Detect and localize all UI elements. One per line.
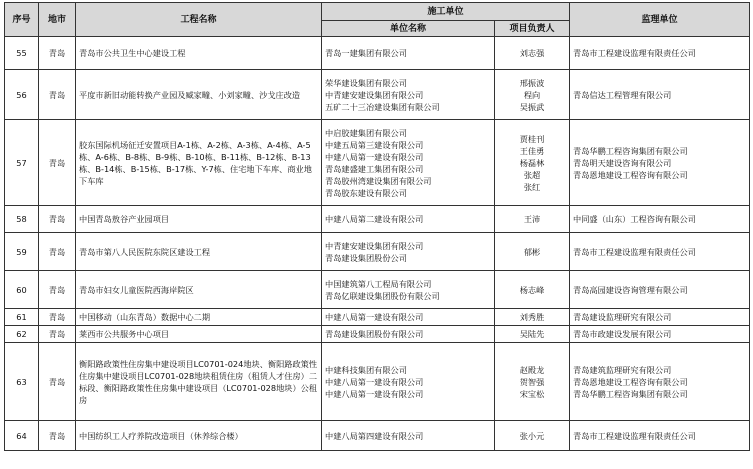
unit-cell xyxy=(322,343,495,421)
seq-cell: 58 xyxy=(5,206,39,233)
seq-cell: 64 xyxy=(5,421,39,451)
manager-cell xyxy=(495,271,570,309)
unit-cell xyxy=(322,421,495,451)
unit-cell-line: 青岛建设集团股份有限公司 xyxy=(325,329,424,339)
supervisor-cell xyxy=(570,421,750,451)
supervisor-cell-line: 青岛华鹏工程咨询集团有限公司 xyxy=(573,388,688,399)
supervisor-cell-line: 青岛建设监理研究有限公司 xyxy=(573,312,672,322)
project-cell: 青岛市公共卫生中心建设工程 xyxy=(76,37,322,70)
unit-cell-line: 中青建安建设集团有限公司 xyxy=(325,89,424,100)
unit-cell xyxy=(322,70,495,120)
manager-cell-line: 杨磊林 xyxy=(519,157,545,168)
city-cell: 青岛 xyxy=(39,271,76,309)
unit-cell-line: 中建八局第一建设有限公司 xyxy=(325,151,424,162)
manager-cell-line: 吴陆先 xyxy=(519,329,545,339)
project-cell: 中国移动（山东青岛）数据中心二期 xyxy=(76,309,322,326)
unit-cell xyxy=(322,309,495,326)
header-project: 工程名称 xyxy=(76,3,322,37)
project-cell: 青岛市第八人民医院东院区建设工程 xyxy=(76,233,322,271)
manager-cell-line: 张红 xyxy=(523,181,541,192)
unit-cell-line: 中国建筑第八工程局有限公司 xyxy=(325,278,432,289)
project-cell: 中国纺织工人疗养院改造项目（休养综合楼） xyxy=(76,421,322,451)
table-row xyxy=(5,343,750,421)
seq-cell: 61 xyxy=(5,309,39,326)
manager-cell-line: 程向 xyxy=(523,89,541,100)
manager-cell xyxy=(495,120,570,206)
seq-cell: 62 xyxy=(5,326,39,343)
table-row xyxy=(5,37,750,70)
unit-cell-line: 青岛一建集团有限公司 xyxy=(325,48,407,58)
unit-cell-line: 中启胶建集团有限公司 xyxy=(325,127,407,138)
supervisor-cell xyxy=(570,70,750,120)
city-cell: 青岛 xyxy=(39,120,76,206)
unit-cell-line: 青岛建盛建工集团有限公司 xyxy=(325,163,424,174)
supervisor-cell xyxy=(570,343,750,421)
project-table xyxy=(4,2,750,451)
supervisor-cell-line: 青岛恩地建设工程咨询有限公司 xyxy=(573,169,688,180)
unit-cell-line: 青岛亿联建设集团股份有限公司 xyxy=(325,290,440,301)
table-body xyxy=(5,37,750,451)
table-row xyxy=(5,120,750,206)
supervisor-cell xyxy=(570,326,750,343)
supervisor-cell-line: 中同盛（山东）工程咨询有限公司 xyxy=(573,214,696,224)
supervisor-cell-line: 青岛高园建设咨询管理有限公司 xyxy=(573,284,688,295)
project-cell: 青岛市妇女儿童医院西海岸院区 xyxy=(76,271,322,309)
supervisor-cell xyxy=(570,206,750,233)
manager-cell-line: 杨志峰 xyxy=(519,284,545,295)
unit-cell-line: 中建科技集团有限公司 xyxy=(325,364,407,375)
manager-cell xyxy=(495,70,570,120)
city-cell: 青岛 xyxy=(39,309,76,326)
manager-cell-line: 刘志强 xyxy=(519,48,545,58)
unit-cell-line: 青岛建设集团股份公司 xyxy=(325,252,407,263)
manager-cell-line: 张小元 xyxy=(519,430,545,441)
manager-cell-line: 张超 xyxy=(523,169,541,180)
unit-cell-line: 中建八局第二建设有限公司 xyxy=(325,214,424,224)
unit-cell xyxy=(322,233,495,271)
supervisor-cell-line: 青岛恩地建设工程咨询有限公司 xyxy=(573,376,688,387)
project-cell: 平度市新旧动能转换产业园及臧家疃、小刘家疃、沙戈庄改造 xyxy=(76,70,322,120)
header-construction: 施工单位 xyxy=(322,3,570,21)
table-row xyxy=(5,233,750,271)
unit-cell-line: 荣华建设集团有限公司 xyxy=(325,77,407,88)
table-row xyxy=(5,206,750,233)
header-seq: 序号 xyxy=(5,3,39,37)
header-city: 地市 xyxy=(39,3,76,37)
seq-cell: 56 xyxy=(5,70,39,120)
manager-cell xyxy=(495,309,570,326)
manager-cell-line: 宋宝松 xyxy=(519,388,545,399)
supervisor-cell xyxy=(570,271,750,309)
unit-cell-line: 青岛胶州湾建设集团有限公司 xyxy=(325,175,432,186)
seq-cell: 63 xyxy=(5,343,39,421)
manager-cell-line: 王沛 xyxy=(523,214,541,224)
unit-cell xyxy=(322,326,495,343)
supervisor-cell xyxy=(570,120,750,206)
manager-cell xyxy=(495,326,570,343)
manager-cell-line: 贾桂刊 xyxy=(519,133,545,144)
table-row xyxy=(5,326,750,343)
manager-cell-line: 吴振武 xyxy=(519,101,545,112)
seq-cell: 59 xyxy=(5,233,39,271)
supervisor-cell-line: 青岛明天建设咨询有限公司 xyxy=(573,157,672,168)
unit-cell-line: 中建八局第一建设有限公司 xyxy=(325,312,424,322)
table-row xyxy=(5,271,750,309)
header-supervisor: 监理单位 xyxy=(570,3,750,37)
unit-cell-line: 中建八局第一建设有限公司 xyxy=(325,388,424,399)
unit-cell xyxy=(322,37,495,70)
manager-cell-line: 贺智强 xyxy=(519,376,545,387)
city-cell: 青岛 xyxy=(39,233,76,271)
city-cell: 青岛 xyxy=(39,206,76,233)
supervisor-cell xyxy=(570,37,750,70)
city-cell: 青岛 xyxy=(39,326,76,343)
table-row xyxy=(5,70,750,120)
table-row xyxy=(5,421,750,451)
seq-cell: 57 xyxy=(5,120,39,206)
supervisor-cell-line: 青岛市工程建设监理有限责任公司 xyxy=(573,430,696,441)
project-cell: 胶东国际机场征迁安置项目A-1栋、A-2栋、A-3栋、A-4栋、A-5栋、A-6栋、B-8栋、B-9栋、B-10栋、B-11栋、B-12栋、B-13栋、B-14栋、B-15栋、B-17栋、Y-7栋、住宅地下车库、商业地下车库 xyxy=(76,120,322,206)
unit-cell-line: 中青建安建设集团有限公司 xyxy=(325,240,424,251)
manager-cell xyxy=(495,421,570,451)
supervisor-cell-line: 青岛华鹏工程咨询集团有限公司 xyxy=(573,145,688,156)
unit-cell xyxy=(322,206,495,233)
manager-cell-line: 王佳勇 xyxy=(519,145,545,156)
city-cell: 青岛 xyxy=(39,421,76,451)
supervisor-cell-line: 青岛信达工程管理有限公司 xyxy=(573,89,672,100)
city-cell: 青岛 xyxy=(39,37,76,70)
unit-cell-line: 中建八局第四建设有限公司 xyxy=(325,430,424,441)
seq-cell: 60 xyxy=(5,271,39,309)
supervisor-cell-line: 青岛建筑监理研究有限公司 xyxy=(573,364,672,375)
manager-cell-line: 赵殿龙 xyxy=(519,364,545,375)
table-row xyxy=(5,309,750,326)
manager-cell-line: 邢振波 xyxy=(519,77,545,88)
project-cell: 衡阳路政策性住房集中建设项目LC0701-024地块、衡阳路政策性住房集中建设项目LC0701-028地块租赁住房（租赁人才住房）二标段、衡阳路政策性住房集中建设项目（LC0701-028地块）公租房 xyxy=(76,343,322,421)
supervisor-cell xyxy=(570,309,750,326)
supervisor-cell-line: 青岛市工程建设监理有限责任公司 xyxy=(573,246,696,257)
manager-cell xyxy=(495,233,570,271)
city-cell: 青岛 xyxy=(39,70,76,120)
seq-cell: 55 xyxy=(5,37,39,70)
supervisor-cell-line: 青岛市工程建设监理有限责任公司 xyxy=(573,48,696,58)
unit-cell-line: 中建五局第三建设有限公司 xyxy=(325,139,424,150)
unit-cell-line: 青岛胶东建设有限公司 xyxy=(325,187,407,198)
manager-cell xyxy=(495,206,570,233)
city-cell: 青岛 xyxy=(39,343,76,421)
unit-cell xyxy=(322,120,495,206)
project-cell: 莱西市公共服务中心项目 xyxy=(76,326,322,343)
manager-cell xyxy=(495,37,570,70)
manager-cell-line: 郁彬 xyxy=(523,246,541,257)
unit-cell xyxy=(322,271,495,309)
header-manager: 项目负责人 xyxy=(495,21,570,37)
project-cell: 中国青岛敖谷产业园项目 xyxy=(76,206,322,233)
supervisor-cell xyxy=(570,233,750,271)
manager-cell xyxy=(495,343,570,421)
supervisor-cell-line: 青岛市政建设发展有限公司 xyxy=(573,329,672,339)
manager-cell-line: 刘秀胜 xyxy=(519,312,545,322)
unit-cell-line: 五矿二十三冶建设集团有限公司 xyxy=(325,101,440,112)
header-unit-name: 单位名称 xyxy=(322,21,495,37)
unit-cell-line: 中建八局第一建设有限公司 xyxy=(325,376,424,387)
